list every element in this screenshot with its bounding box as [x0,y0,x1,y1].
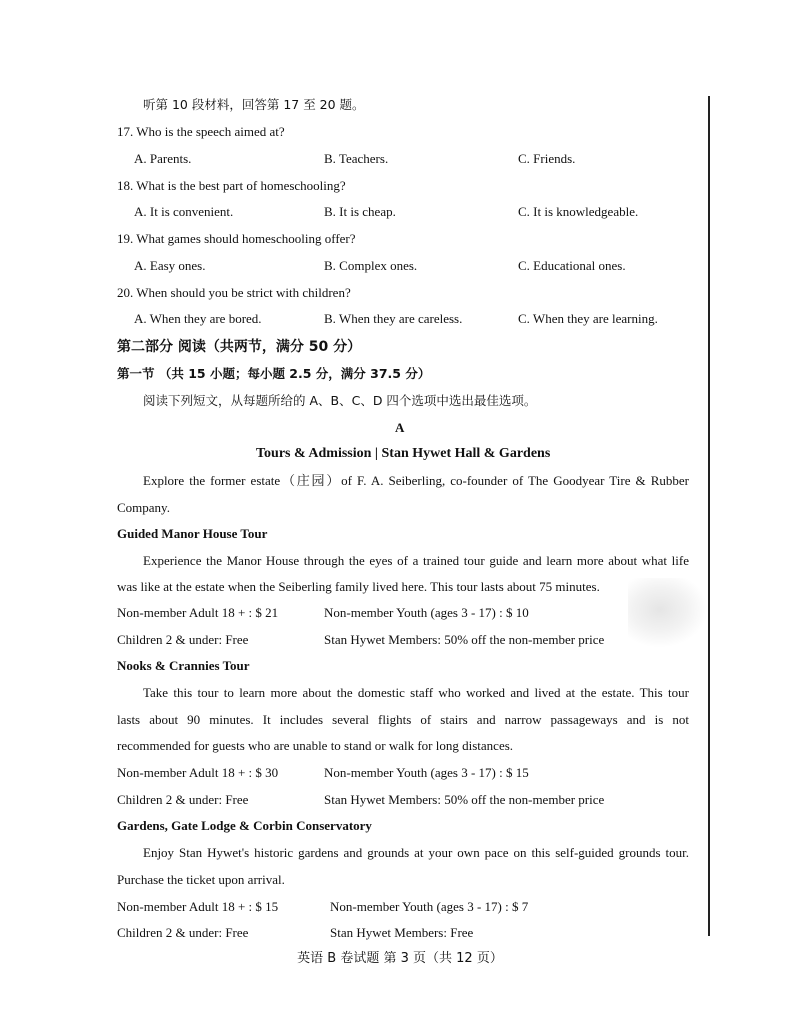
q18-option-c: C. It is knowledgeable. [518,204,639,219]
tour-1-youth-price: Non-member Youth (ages 3 - 17) : $ 10 [324,605,529,620]
tour-2-member-price: Stan Hywet Members: 50% off the non-member price [324,792,605,807]
passage-intro-line2: Company. [117,500,170,515]
q20-option-b: B. When they are careless. [324,311,463,326]
listening-intro: 听第 10 段材料，回答第 17 至 20 题。 [143,97,365,112]
q18-option-a: A. It is convenient. [134,204,234,219]
q20-option-c: C. When they are learning. [518,311,658,326]
section1-heading: 第一节 （共 15 小题；每小题 2.5 分，满分 37.5 分） [117,366,431,381]
page-footer: 英语 B 卷试题 第 3 页（共 12 页） [297,951,503,966]
q18-option-b: B. It is cheap. [324,204,396,219]
q17-option-a: A. Parents. [134,151,192,166]
tour-3-member-price: Stan Hywet Members: Free [330,925,474,940]
question-17-stem: 17. Who is the speech aimed at? [117,124,285,139]
tour-2-child-price: Children 2 & under: Free [117,792,249,807]
margin-rule [708,96,710,936]
tour-2-adult-price: Non-member Adult 18 + : $ 30 [117,765,279,780]
passage-letter: A [395,420,405,435]
passage-intro-line1: Explore the former estate（庄园）of F. A. Seiberling, co-founder of The Goodyear Tire & Rubber [143,473,689,488]
tour-1-line1: Experience the Manor House through the eyes of a trained tour guide and learn more about what life [143,553,689,568]
q17-option-b: B. Teachers. [324,151,389,166]
question-19-stem: 19. What games should homeschooling offer? [117,231,356,246]
reading-instruction: 阅读下列短文，从每题所给的 A、B、C、D 四个选项中选出最佳选项。 [143,393,537,408]
tour-3-youth-price: Non-member Youth (ages 3 - 17) : $ 7 [330,899,529,914]
tour-3-name: Gardens, Gate Lodge & Corbin Conservatory [117,818,372,833]
part2-heading: 第二部分 阅读（共两节，满分 50 分） [117,339,362,355]
tour-2-line2: lasts about 90 minutes. It includes several flights of stairs and narrow passageways and is not [117,712,689,727]
q20-option-a: A. When they are bored. [134,311,262,326]
tour-3-child-price: Children 2 & under: Free [117,925,249,940]
tour-1-name: Guided Manor House Tour [117,526,268,541]
question-18-stem: 18. What is the best part of homeschooling? [117,178,346,193]
tour-2-line1: Take this tour to learn more about the domestic staff who worked and lived at the estate. This tour [143,685,689,700]
tour-2-youth-price: Non-member Youth (ages 3 - 17) : $ 15 [324,765,529,780]
tour-1-adult-price: Non-member Adult 18 + : $ 21 [117,605,279,620]
tour-2-name: Nooks & Crannies Tour [117,658,250,673]
q19-option-b: B. Complex ones. [324,258,418,273]
tour-1-child-price: Children 2 & under: Free [117,632,249,647]
tour-3-line2: Purchase the ticket upon arrival. [117,872,285,887]
question-20-stem: 20. When should you be strict with children? [117,285,351,300]
q17-option-c: C. Friends. [518,151,576,166]
tour-2-line3: recommended for guests who are unable to stand or walk for long distances. [117,738,514,753]
q19-option-a: A. Easy ones. [134,258,206,273]
tour-3-line1: Enjoy Stan Hywet's historic gardens and grounds at your own pace on this self-guided grounds tour. [143,845,689,860]
q19-option-c: C. Educational ones. [518,258,626,273]
tour-1-member-price: Stan Hywet Members: 50% off the non-member price [324,632,605,647]
scan-smudge [628,578,708,648]
tour-3-adult-price: Non-member Adult 18 + : $ 15 [117,899,279,914]
tour-1-line2: was like at the estate when the Seiberling family lived here. This tour lasts about 75 minutes. [117,579,600,594]
passage-title: Tours & Admission | Stan Hywet Hall & Gardens [256,446,551,461]
